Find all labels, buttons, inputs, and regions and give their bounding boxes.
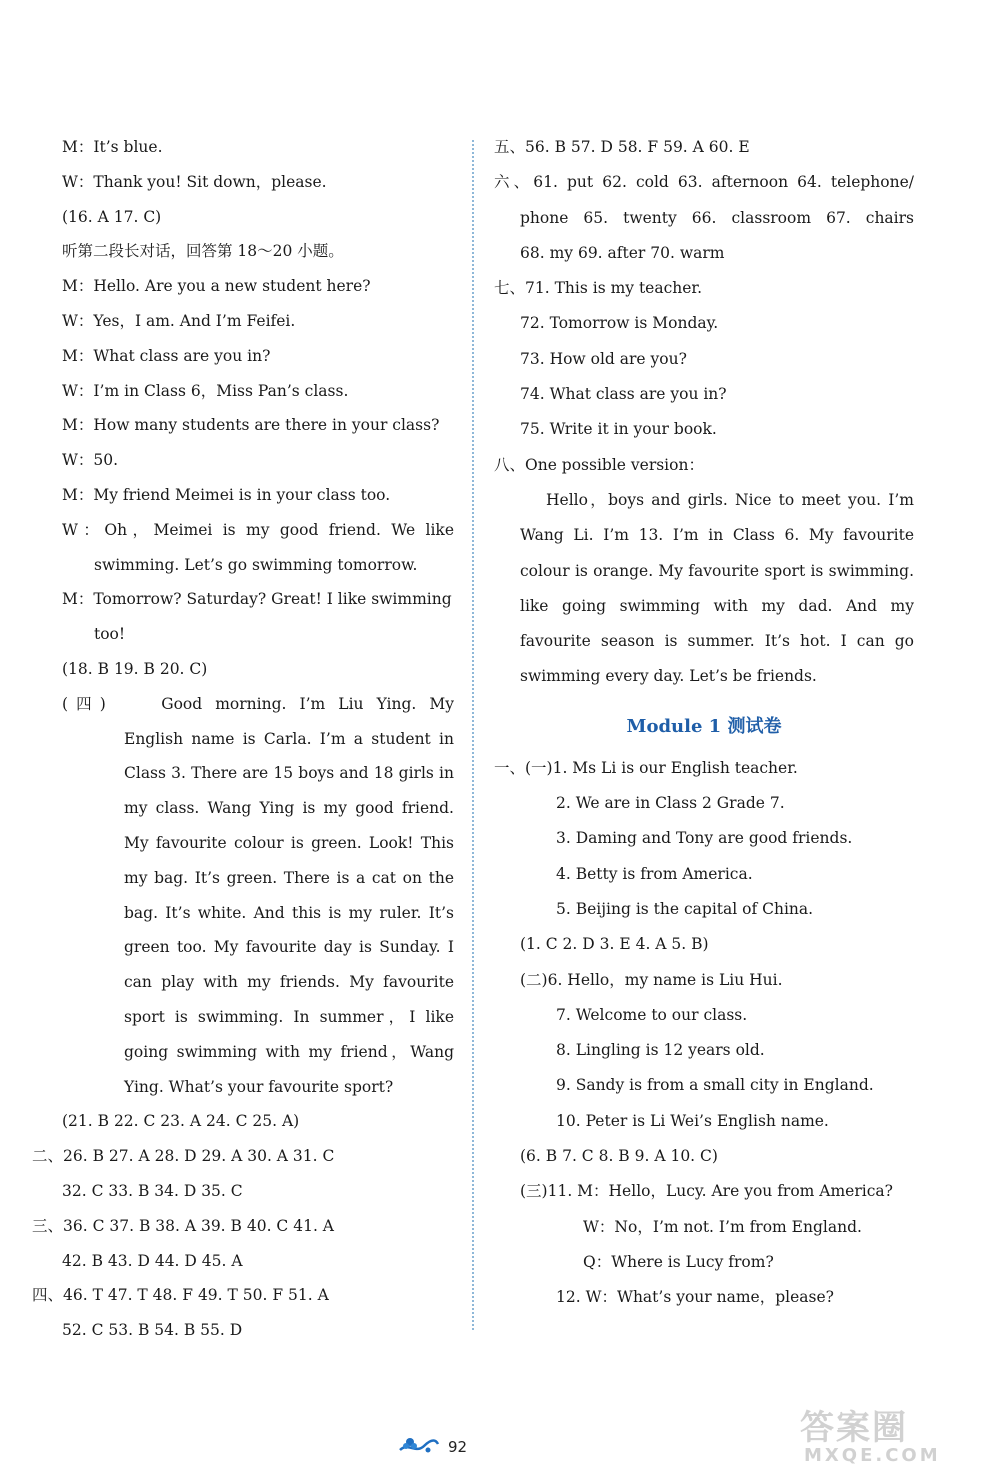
- text-line: 9. Sandy is from a small city in England.: [556, 1076, 874, 1095]
- text-line: M：Tomorrow? Saturday? Great! I like swimming: [62, 590, 452, 609]
- answer-line: (6. B 7. C 8. B 9. A 10. C): [520, 1147, 718, 1166]
- text-line: 5. Beijing is the capital of China.: [556, 899, 814, 918]
- text-line: M：Hello. Are you a new student here?: [62, 277, 371, 296]
- section-title: Module 1 测试卷: [626, 715, 782, 737]
- answer-line: 七、71. This is my teacher.: [494, 279, 703, 298]
- flower-ornament-icon: [398, 1434, 440, 1460]
- text-line: 7. Welcome to our class.: [556, 1005, 748, 1024]
- text-line: swimming every day. Let’s be friends.: [520, 667, 817, 686]
- text-line: M：It’s blue.: [62, 138, 163, 156]
- answer-line: 五、56. B 57. D 58. F 59. A 60. E: [494, 138, 750, 156]
- text-line: (二)6. Hello，my name is Liu Hui.: [520, 970, 783, 989]
- answer-line: (18. B 19. B 20. C): [62, 659, 208, 678]
- answer-line: 52. C 53. B 54. B 55. D: [62, 1321, 243, 1340]
- text-line: Class 3. There are 15 boys and 18 girls in: [124, 764, 454, 783]
- page-number: 92: [448, 1438, 468, 1456]
- text-line: M：My friend Meimei is in your class too.: [62, 485, 391, 504]
- text-line: 听第二段长对话，回答第 18～20 小题。: [62, 242, 344, 261]
- right-column: [494, 130, 914, 1316]
- text-line: 8. Lingling is 12 years old.: [556, 1041, 765, 1060]
- answer-line: 42. B 43. D 44. D 45. A: [62, 1251, 243, 1270]
- text-line: My favourite colour is green. Look! This: [124, 833, 454, 852]
- text-line: M：What class are you in?: [62, 346, 271, 365]
- answer-line: 74. What class are you in?: [520, 385, 727, 404]
- text-line: bag. It’s white. And this is my ruler. It’s: [124, 903, 454, 922]
- text-line: W：Yes，I am. And I’m Feifei.: [62, 311, 296, 330]
- text-line: W：50.: [62, 451, 119, 470]
- left-column: [32, 130, 454, 1348]
- text-line: (三)11. M：Hello，Lucy. Are you from America?: [520, 1182, 893, 1201]
- text-line: colour is orange. My favourite sport is swimming.: [520, 561, 914, 580]
- text-line: M：How many students are there in your class?: [62, 416, 440, 435]
- text-line: 12. W：What’s your name，please?: [556, 1288, 834, 1307]
- text-line: 2. We are in Class 2 Grade 7.: [556, 794, 785, 813]
- text-line: 一、(一)1. Ms Li is our English teacher.: [494, 758, 798, 777]
- answer-line: 六、61. put 62. cold 63. afternoon 64. telephone/: [494, 173, 914, 192]
- text-line: like going swimming with my dad. And my: [520, 596, 914, 615]
- answer-line: 二、26. B 27. A 28. D 29. A 30. A 31. C: [32, 1147, 335, 1166]
- text-line: (四) Good morning. I’m Liu Ying. My: [62, 694, 454, 713]
- answer-line: (1. C 2. D 3. E 4. A 5. B): [520, 935, 709, 954]
- answer-line: (16. A 17. C): [62, 207, 162, 226]
- column-divider: [472, 140, 474, 1330]
- answer-line: 68. my 69. after 70. warm: [520, 243, 725, 262]
- answer-line: 72. Tomorrow is Monday.: [520, 314, 719, 333]
- text-line: going swimming with my friend，Wang: [124, 1042, 454, 1061]
- text-line: 3. Daming and Tony are good friends.: [556, 829, 853, 848]
- page-footer: [398, 1432, 508, 1462]
- text-line: swimming. Let’s go swimming tomorrow.: [94, 555, 418, 574]
- text-line: Ying. What’s your favourite sport?: [124, 1077, 394, 1096]
- text-line: my bag. It’s green. There is a cat on the: [124, 868, 454, 887]
- text-line: W：Thank you! Sit down，please.: [62, 172, 327, 191]
- answer-line: (21. B 22. C 23. A 24. C 25. A): [62, 1112, 300, 1131]
- text-line: W：No，I’m not. I’m from England.: [583, 1217, 862, 1236]
- text-line: Wang Li. I’m 13. I’m in Class 6. My favourite: [520, 526, 914, 545]
- text-line: English name is Carla. I’m a student in: [124, 729, 454, 748]
- text-line: Hello，boys and girls. Nice to meet you. I’m: [546, 490, 914, 509]
- text-line: W：I’m in Class 6，Miss Pan’s class.: [62, 381, 349, 400]
- answer-line: 四、46. T 47. T 48. F 49. T 50. F 51. A: [32, 1286, 329, 1305]
- answer-line: phone 65. twenty 66. classroom 67. chairs: [520, 208, 914, 227]
- text-line: 八、One possible version：: [494, 455, 704, 474]
- text-line: sport is swimming. In summer，I like: [124, 1007, 454, 1026]
- text-line: favourite season is summer. It’s hot. I can go: [520, 632, 914, 651]
- answer-line: 75. Write it in your book.: [520, 420, 717, 439]
- answer-line: 73. How old are you?: [520, 349, 687, 368]
- watermark-logo: 答案圈: [800, 1408, 908, 1448]
- text-line: W：Oh，Meimei is my good friend. We like: [62, 520, 454, 539]
- text-line: too!: [94, 625, 126, 644]
- text-line: Q：Where is Lucy from?: [583, 1252, 774, 1271]
- watermark: [800, 1400, 995, 1475]
- text-line: 4. Betty is from America.: [556, 864, 753, 883]
- text-line: can play with my friends. My favourite: [124, 973, 454, 992]
- text-line: 10. Peter is Li Wei’s English name.: [556, 1111, 829, 1130]
- answer-line: 32. C 33. B 34. D 35. C: [62, 1181, 243, 1200]
- answer-line: 三、36. C 37. B 38. A 39. B 40. C 41. A: [32, 1216, 334, 1235]
- text-line: my class. Wang Ying is my good friend.: [124, 799, 454, 818]
- watermark-url: MXQE.COM: [804, 1445, 941, 1466]
- text-line: green too. My favourite day is Sunday. I: [124, 938, 454, 957]
